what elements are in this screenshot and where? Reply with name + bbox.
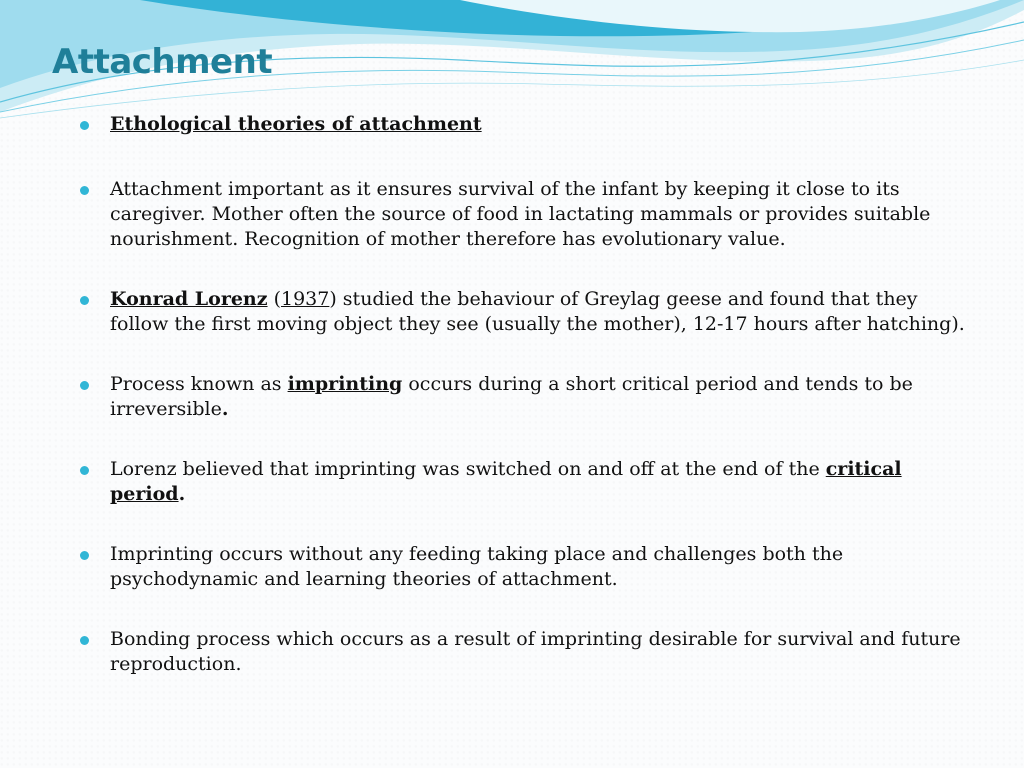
bullet-item-survival: [78, 177, 978, 252]
slide-title: Attachment: [52, 42, 273, 82]
bullet-text-start: Lorenz believed that imprinting was switched on and off at the end of the: [110, 458, 826, 480]
bullet-item-lorenz: [78, 287, 978, 337]
bullet-item-feeding: [78, 542, 978, 592]
bullet-item-imprinting: [78, 372, 978, 422]
bullet-item-critical-period: [78, 457, 978, 507]
bold-period: .: [221, 398, 229, 420]
bullet-text-start: Process known as: [110, 373, 288, 395]
bullet-item-heading: [78, 112, 978, 137]
bullet-list: [78, 112, 978, 677]
researcher-name: Konrad Lorenz: [110, 288, 268, 310]
bullet-text: Bonding process which occurs as a result of imprinting desirable for survival and future reproduction.: [110, 628, 961, 675]
bullet-dot-icon: [80, 121, 89, 130]
key-term-imprinting: imprinting: [287, 373, 403, 395]
bullet-dot-icon: [80, 551, 89, 560]
section-heading: Ethological theories of attachment: [110, 113, 482, 135]
open-paren: (: [267, 288, 281, 310]
bullet-dot-icon: [80, 636, 89, 645]
bullet-text: ) studied the behaviour of Greylag geese and found that they follow the first moving object they see (usually the mother), 12-17 hours after hatching).: [110, 288, 965, 335]
key-term-critical-period: critical period: [110, 458, 902, 505]
bullet-text: Imprinting occurs without any feeding taking place and challenges both the psychodynamic and learning theories of attachment.: [110, 543, 844, 590]
bullet-dot-icon: [80, 381, 89, 390]
study-year: 1937: [281, 288, 330, 310]
bullet-dot-icon: [80, 466, 89, 475]
bullet-dot-icon: [80, 296, 89, 305]
bullet-dot-icon: [80, 186, 89, 195]
bullet-text-end: occurs during a short critical period and tends to be irreversible: [110, 373, 913, 420]
bullet-item-bonding: [78, 627, 978, 677]
bullet-text: Attachment important as it ensures survival of the infant by keeping it close to its caregiver. Mother often the source of food in lactating mammals or provides suitable nourishment. Recognition of mother therefore has evolutionary value.: [110, 178, 931, 250]
bold-period: .: [178, 483, 186, 505]
